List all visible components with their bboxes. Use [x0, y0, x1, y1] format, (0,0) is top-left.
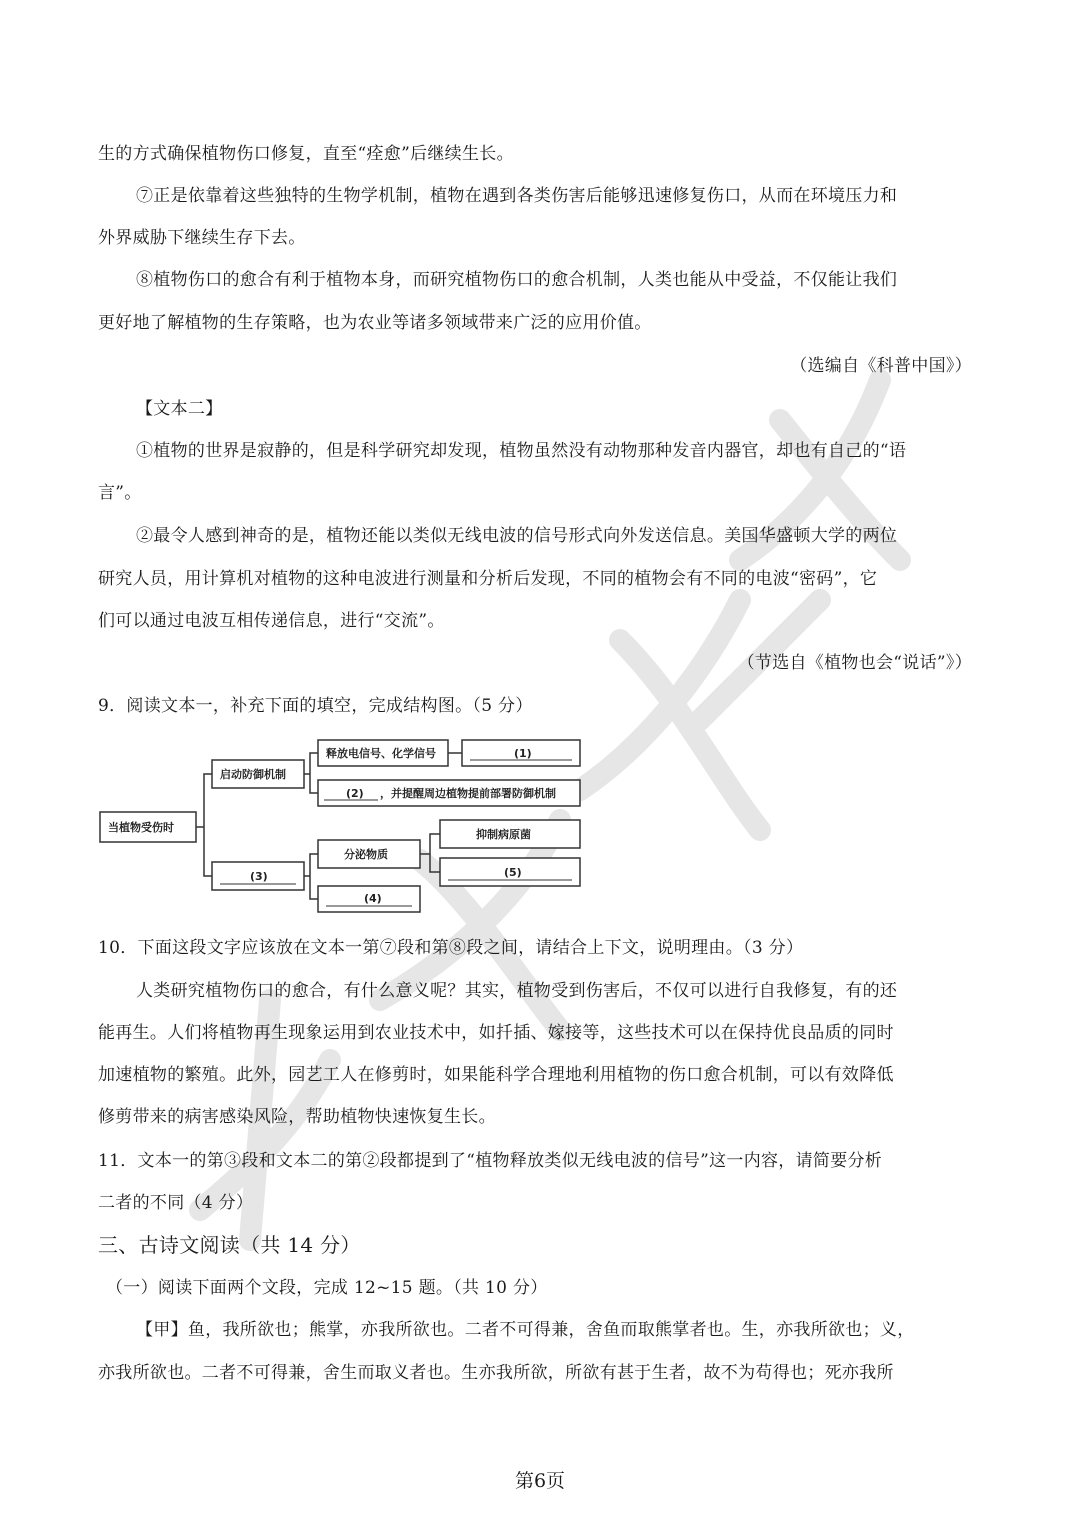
text2-paragraph-2-line1: ②最令人感到神奇的是，植物还能以类似无线电波的信号形式向外发送信息。美国华盛顿大学的两位: [136, 526, 898, 546]
paragraph-8-line2: 更好地了解植物的生存策略，也为农业等诸多领域带来广泛的应用价值。: [98, 313, 652, 333]
text2-paragraph-1-line1: ①植物的世界是寂静的，但是科学研究却发现，植物虽然没有动物那种发音内器官，却也有自己的“语: [136, 441, 907, 461]
diagram-blank2-label: (2): [346, 787, 364, 800]
passage-jia-line2: 亦我所欲也。二者不可得兼，舍生而取义者也。生亦我所欲，所欲有甚于生者，故不为苟得也；死亦我所: [98, 1363, 894, 1383]
question-10-passage-line3: 加速植物的繁殖。此外，园艺工人在修剪时，如果能科学合理地利用植物的伤口愈合机制，可以有效降低: [98, 1065, 894, 1085]
question-10-passage-line2: 能再生。人们将植物再生现象运用到农业技术中，如扦插、嫁接等，这些技术可以在保持优良品质的同时: [98, 1023, 894, 1043]
text2-paragraph-2-line3: 们可以通过电波互相传递信息，进行“交流”。: [98, 611, 445, 631]
diagram-blank3-label: (3): [250, 870, 268, 883]
text2-title: 【文本二】: [136, 399, 223, 419]
diagram-signal-label: 释放电信号、化学信号: [326, 747, 436, 760]
paragraph-7-line1: ⑦正是依靠着这些独特的生物学机制，植物在遇到各类伤害后能够迅速修复伤口，从而在环境压力和: [136, 186, 898, 206]
diagram-defense-label: 启动防御机制: [220, 768, 286, 781]
diagram-secrete-label: 分泌物质: [344, 848, 388, 861]
source-text-1: （选编自《科普中国》）: [790, 356, 972, 376]
question-9: 9．阅读文本一，补充下面的填空，完成结构图。（5 分）: [98, 696, 533, 716]
passage-jia-line1: 【甲】鱼，我所欲也；熊掌，亦我所欲也。二者不可得兼，舍鱼而取熊掌者也。生，亦我所欲也；义，: [136, 1320, 915, 1340]
question-11-line1: 11．文本一的第③段和文本二的第②段都提到了“植物释放类似无线电波的信号”这一内容，请简要分析: [98, 1151, 883, 1171]
text2-paragraph-2-line2: 研究人员，用计算机对植物的这种电波进行测量和分析后发现，不同的植物会有不同的电波“密码”，它: [98, 569, 878, 589]
diagram-blank4-label: (4): [364, 892, 382, 905]
question-11-line2: 二者的不同（4 分）: [98, 1193, 254, 1213]
diagram-blank5-label: (5): [504, 866, 522, 879]
structure-diagram: [96, 734, 596, 920]
diagram-inhibit-label: 抑制病原菌: [476, 828, 531, 841]
page-number: 第6页: [514, 1470, 566, 1492]
paragraph-7-line2: 外界威胁下继续生存下去。: [98, 228, 306, 248]
diagram-warn-label: ，并提醒周边植物提前部署防御机制: [380, 787, 556, 800]
source-text-2: （节选自《植物也会“说话”》）: [737, 653, 972, 673]
diagram-root-label: 当植物受伤时: [108, 821, 174, 834]
question-10-passage-line1: 人类研究植物伤口的愈合，有什么意义呢？其实，植物受到伤害后，不仅可以进行自我修复，有的还: [136, 981, 898, 1001]
question-10-passage-line4: 修剪带来的病害感染风险，帮助植物快速恢复生长。: [98, 1107, 496, 1127]
subsection-1-title: （一）阅读下面两个文段，完成 12~15 题。（共 10 分）: [106, 1278, 548, 1298]
paragraph-8-line1: ⑧植物伤口的愈合有利于植物本身，而研究植物伤口的愈合机制，人类也能从中受益，不仅能让我们: [136, 270, 898, 290]
text2-paragraph-1-line2: 言”。: [98, 483, 142, 503]
section-3-title: 三、古诗文阅读（共 14 分）: [98, 1233, 361, 1257]
diagram-blank1-label: (1): [514, 747, 532, 760]
paragraph-6-end: 生的方式确保植物伤口修复，直至“痊愈”后继续生长。: [98, 144, 514, 164]
question-10: 10．下面这段文字应该放在文本一第⑦段和第⑧段之间，请结合上下文，说明理由。（3 分）: [98, 938, 804, 958]
